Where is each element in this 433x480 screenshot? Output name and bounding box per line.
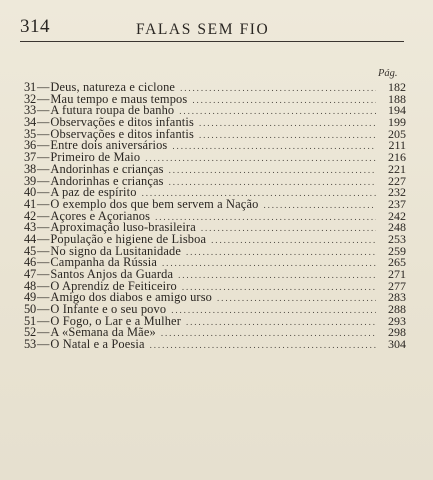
entry-page-number: 248 bbox=[388, 220, 406, 235]
entry-title: Observações e ditos infantis bbox=[50, 126, 194, 141]
entry-dash: — bbox=[37, 196, 50, 211]
entry-dash: — bbox=[37, 267, 50, 281]
dot-leader bbox=[172, 141, 376, 153]
running-header bbox=[20, 8, 404, 38]
entry-page-number: 237 bbox=[388, 196, 406, 211]
entry-page-number: 277 bbox=[388, 278, 406, 293]
dot-leader bbox=[178, 270, 376, 282]
entry-dash: — bbox=[37, 91, 50, 106]
entry-page-number: 298 bbox=[388, 325, 406, 340]
entry-page-number: 232 bbox=[388, 185, 406, 200]
entry-number: 46 bbox=[24, 255, 36, 270]
entry-title: Açores e Açorianos bbox=[50, 208, 151, 223]
dot-leader bbox=[199, 118, 376, 130]
entry-page-number: 288 bbox=[388, 302, 406, 317]
dot-leader bbox=[186, 247, 376, 259]
dot-leader bbox=[217, 293, 376, 305]
entry-dash: — bbox=[37, 313, 50, 328]
entry-title: Aproximação luso-brasileira bbox=[50, 220, 196, 235]
entry-dash: — bbox=[37, 161, 50, 176]
entry-title: O Natal e a Poesia bbox=[50, 337, 145, 352]
page-number: 314 bbox=[20, 16, 50, 37]
entry-page-number: 253 bbox=[388, 231, 406, 246]
entry-title: Mau tempo e maus tempos bbox=[50, 91, 188, 106]
entry-number: 53 bbox=[24, 337, 36, 352]
dot-leader bbox=[211, 235, 376, 247]
entry-title: A «Semana da Mãe» bbox=[50, 325, 156, 340]
entry-page-number: 265 bbox=[388, 255, 406, 270]
entry-dash: — bbox=[37, 80, 50, 94]
entry-number: 32 bbox=[24, 91, 36, 106]
entry-title: A paz de espírito bbox=[50, 185, 137, 200]
entry-dash: — bbox=[37, 255, 50, 270]
entry-number: 37 bbox=[24, 150, 36, 165]
entry-page-number: 221 bbox=[388, 161, 406, 176]
entry-number: 50 bbox=[24, 302, 36, 317]
entry-dash: — bbox=[37, 231, 50, 246]
header-rule bbox=[20, 41, 404, 42]
entry-number: 33 bbox=[24, 103, 36, 118]
entry-page-number: 242 bbox=[388, 208, 406, 223]
entry-dash: — bbox=[37, 138, 50, 153]
entry-title: O Aprendiz de Feiticeiro bbox=[50, 278, 177, 293]
entry-number: 38 bbox=[24, 161, 36, 176]
entry-dash: — bbox=[37, 302, 50, 317]
entry-page-number: 199 bbox=[388, 115, 406, 130]
entry-title: Campanha da Rússia bbox=[50, 255, 158, 270]
entry-number: 43 bbox=[24, 220, 36, 235]
entry-number: 52 bbox=[24, 325, 36, 340]
entry-title: Deus, natureza e ciclone bbox=[50, 80, 176, 94]
table-of-contents bbox=[24, 82, 406, 351]
entry-title: O Infante e o seu povo bbox=[50, 302, 167, 317]
entry-title: Primeiro de Maio bbox=[50, 150, 141, 165]
entry-page-number: 182 bbox=[388, 80, 406, 94]
dot-leader bbox=[179, 106, 376, 118]
entry-number: 36 bbox=[24, 138, 36, 153]
dot-leader bbox=[145, 153, 376, 165]
entry-page-number: 194 bbox=[388, 103, 406, 118]
entry-number: 45 bbox=[24, 243, 36, 258]
dot-leader bbox=[186, 317, 376, 329]
book-title: FALAS SEM FIO bbox=[136, 21, 270, 38]
entry-dash: — bbox=[37, 220, 50, 235]
entry-number: 39 bbox=[24, 173, 36, 188]
dot-leader bbox=[150, 340, 376, 352]
entry-number: 35 bbox=[24, 126, 36, 141]
entry-title: Entre dois aniversários bbox=[50, 138, 168, 153]
entry-title: Santos Anjos da Guarda bbox=[50, 267, 174, 281]
dot-leader bbox=[169, 177, 376, 189]
entry-dash: — bbox=[37, 278, 50, 293]
entry-page-number: 188 bbox=[388, 91, 406, 106]
dot-leader bbox=[263, 200, 376, 212]
entry-number: 42 bbox=[24, 208, 36, 223]
entry-number: 41 bbox=[24, 196, 36, 211]
dot-leader bbox=[162, 258, 376, 270]
dot-leader bbox=[180, 83, 376, 95]
entry-dash: — bbox=[37, 173, 50, 188]
entry-title: A futura roupa de banho bbox=[50, 103, 175, 118]
entry-page-number: 283 bbox=[388, 290, 406, 305]
entry-title: População e higiene de Lisboa bbox=[50, 231, 207, 246]
entry-title: Amigo dos diabos e amigo urso bbox=[50, 290, 213, 305]
entry-page-number: 293 bbox=[388, 313, 406, 328]
toc-entry bbox=[24, 339, 406, 351]
entry-dash: — bbox=[37, 103, 50, 118]
entry-title: Observações e ditos infantis bbox=[50, 115, 194, 130]
entry-dash: — bbox=[37, 208, 50, 223]
entry-dash: — bbox=[37, 243, 50, 258]
entry-number: 51 bbox=[24, 313, 36, 328]
entry-title: Andorinhas e crianças bbox=[50, 173, 164, 188]
entry-title: O Fogo, o Lar e a Mulher bbox=[50, 313, 181, 328]
entry-number: 44 bbox=[24, 231, 36, 246]
entry-number: 34 bbox=[24, 115, 36, 130]
dot-leader bbox=[171, 305, 376, 317]
entry-dash: — bbox=[37, 150, 50, 165]
entry-page-number: 227 bbox=[388, 173, 406, 188]
entry-number: 48 bbox=[24, 278, 36, 293]
entry-dash: — bbox=[37, 325, 50, 340]
entry-number: 40 bbox=[24, 185, 36, 200]
entry-dash: — bbox=[37, 115, 50, 130]
entry-dash: — bbox=[37, 185, 50, 200]
entry-page-number: 211 bbox=[388, 138, 406, 153]
entry-page-number: 259 bbox=[388, 243, 406, 258]
dot-leader bbox=[192, 95, 376, 107]
entry-dash: — bbox=[37, 126, 50, 141]
entry-title: O exemplo dos que bem servem a Nação bbox=[50, 196, 259, 211]
entry-number: 47 bbox=[24, 267, 36, 281]
dot-leader bbox=[201, 223, 376, 235]
entry-title: No signo da Lusitanidade bbox=[50, 243, 181, 258]
entry-page-number: 205 bbox=[388, 126, 406, 141]
entry-page-number: 271 bbox=[388, 267, 406, 281]
page-column-heading: Pág. bbox=[378, 68, 398, 79]
dot-leader bbox=[161, 328, 376, 340]
dot-leader bbox=[169, 165, 376, 177]
entry-number: 31 bbox=[24, 80, 36, 94]
entry-dash: — bbox=[37, 337, 50, 352]
entry-title: Andorinhas e crianças bbox=[50, 161, 164, 176]
entry-page-number: 304 bbox=[388, 337, 406, 352]
entry-page-number: 216 bbox=[388, 150, 406, 165]
dot-leader bbox=[199, 130, 376, 142]
entry-dash: — bbox=[37, 290, 50, 305]
entry-number: 49 bbox=[24, 290, 36, 305]
